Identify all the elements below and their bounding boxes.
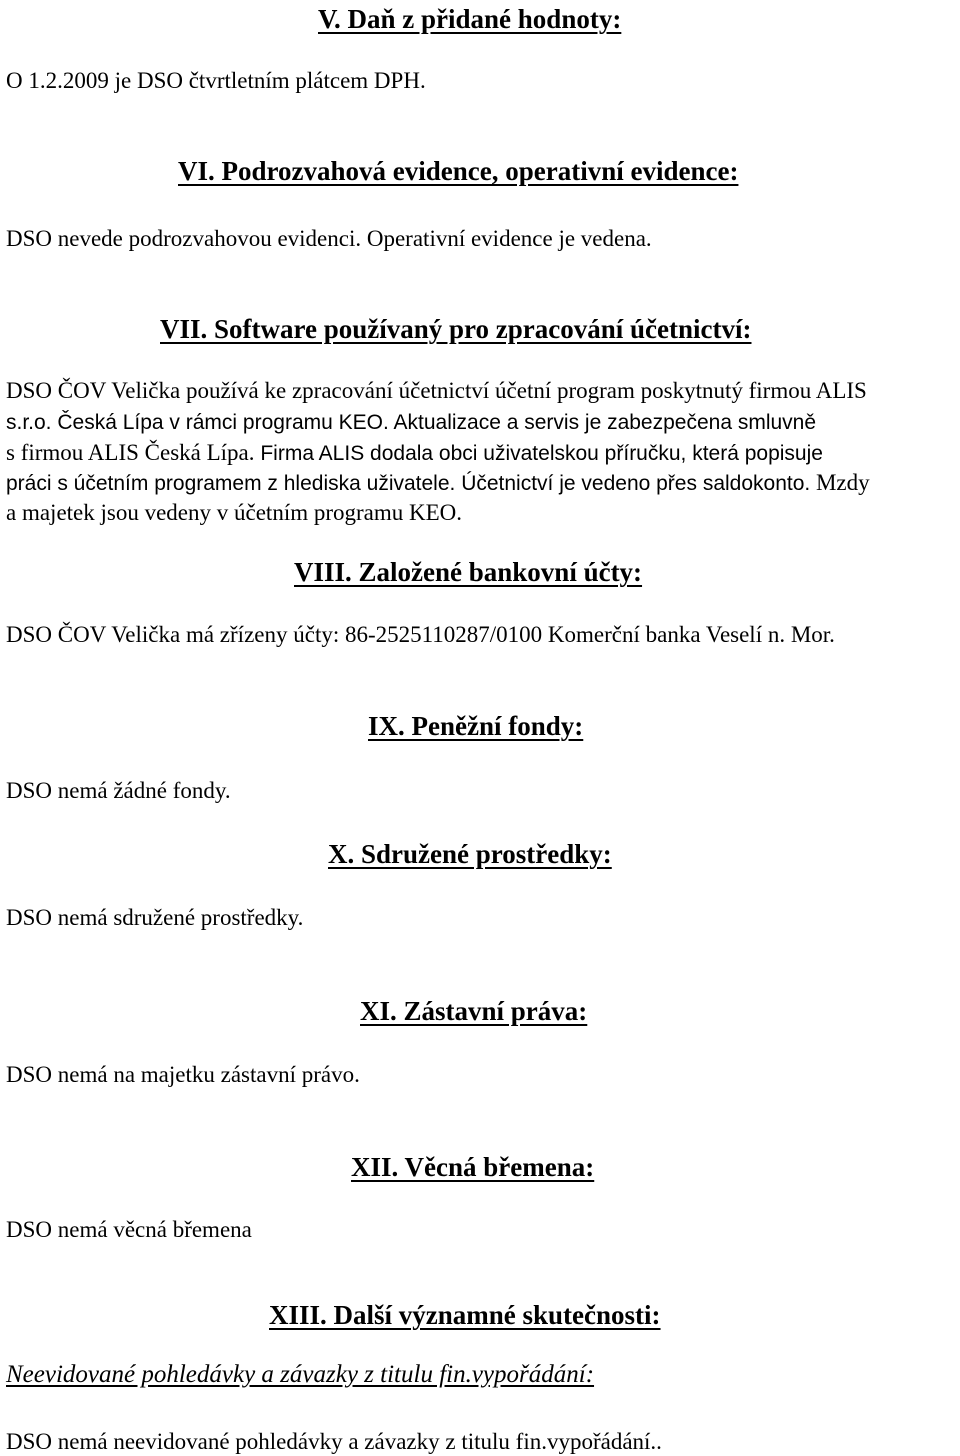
section-vii-line-5: a majetek jsou vedeny v účetním programu KEO. [6,500,463,525]
section-ix-text: DSO nemá žádné fondy. [6,778,231,803]
section-v-text: O 1.2.2009 je DSO čtvrtletním plátcem DPH. [6,68,426,93]
section-vii-line-3b: Firma ALIS dodala obci uživatelskou příručku, která popisuje [254,442,823,465]
section-ix-heading: IX. Peněžní fondy: [368,711,584,741]
section-x-heading: X. Sdružené prostředky: [328,839,612,869]
section-xiii-text: DSO nemá neevidované pohledávky a závazky z titulu fin.vypořádání.. [6,1429,662,1454]
section-v-heading: V. Daň z přidané hodnoty: [318,4,622,34]
section-vii-line-2b: Aktualizace a servis je zabezpečena smluvně [388,411,817,434]
section-vii-line-4b: Účetnictví je vedeno přes saldokonto. [455,472,811,495]
section-x-text: DSO nemá sdružené prostředky. [6,905,304,930]
section-vi-text: DSO nevede podrozvahovou evidenci. Operativní evidence je vedena. [6,226,652,251]
section-xiii-heading: XIII. Další významné skutečnosti: [269,1300,661,1330]
section-vii-heading: VII. Software používaný pro zpracování účetnictví: [160,314,752,344]
section-viii-heading: VIII. Založené bankovní účty: [294,557,643,587]
section-viii-text: DSO ČOV Velička má zřízeny účty: 86-2525110287/0100 Komerční banka Veselí n. Mor. [6,622,835,647]
section-xiii-subheading: Neevidované pohledávky a závazky z titulu fin.vypořádání: [6,1361,595,1388]
section-vii-line-2a: s.r.o. Česká Lípa v rámci programu KEO. [6,411,389,434]
section-xii-text: DSO nemá věcná břemena [6,1217,252,1242]
section-xi-heading: XI. Zástavní práva: [360,996,588,1026]
section-vii-line-1: DSO ČOV Velička používá ke zpracování účetnictví účetní program poskytnutý firmou ALIS [6,378,867,403]
section-xi-text: DSO nemá na majetku zástavní právo. [6,1062,360,1087]
section-vi-heading: VI. Podrozvahová evidence, operativní evidence: [178,156,739,186]
section-xii-heading: XII. Věcná břemena: [351,1152,595,1182]
section-vii-line-3 [6,439,823,468]
section-vii-line-4 [6,469,870,498]
section-vii-line-4c: Mzdy [810,470,870,495]
section-vii-line-3a: s firmou ALIS Česká Lípa. [6,440,255,465]
section-vii-line-4a: práci s účetním programem z hlediska uživatele. [6,472,456,495]
section-vii-line-2 [6,408,816,437]
